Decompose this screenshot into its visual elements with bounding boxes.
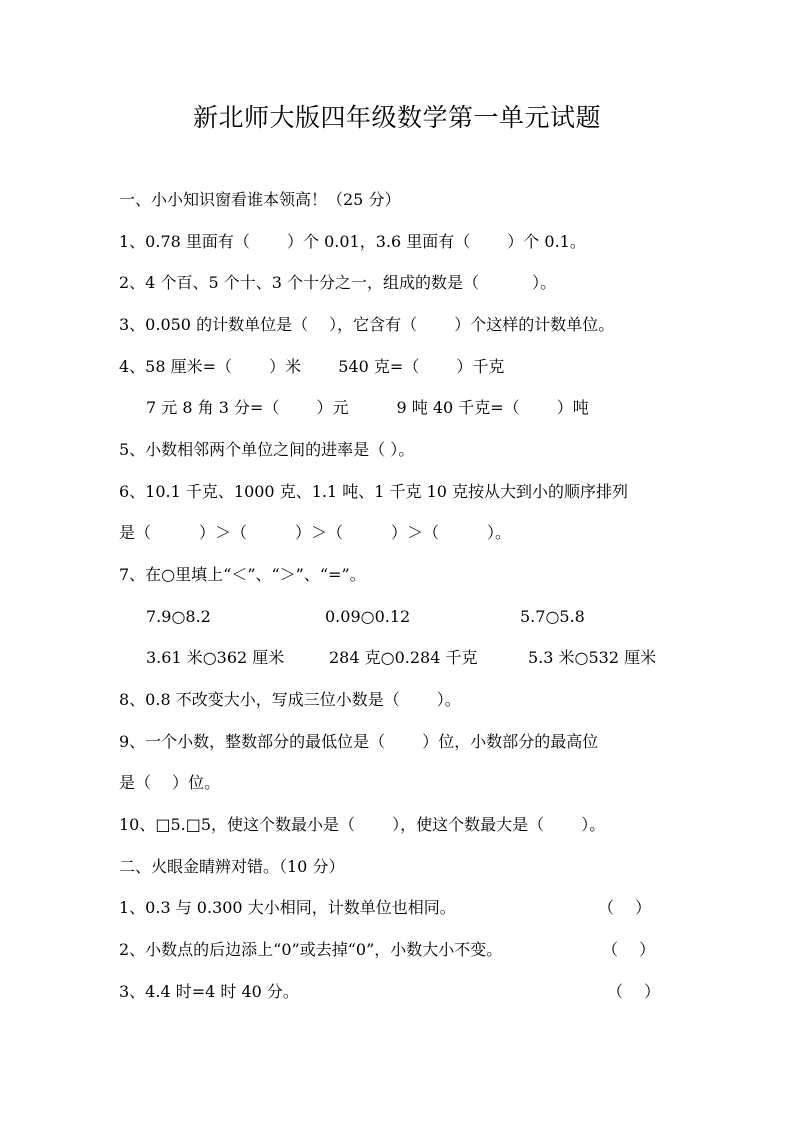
page-title: 新北师大版四年级数学第一单元试题	[192, 103, 601, 132]
question-1-10: 10、□5.□5，使这个数最小是（ ），使这个数最大是（ ）。	[119, 815, 606, 834]
question-2-1-mark: （ ）	[598, 898, 652, 917]
question-2-3-mark: （ ）	[607, 982, 661, 1001]
q7-row2-item3: 5.3 米○532 厘米	[528, 648, 657, 667]
question-1-6b: 是（ ）＞（ ）＞（ ）＞（ ）。	[119, 523, 512, 542]
question-1-7: 7、在○里填上“＜”、“＞”、“=”。	[119, 565, 366, 584]
question-1-3: 3、0.050 的计数单位是（ ），它含有（ ）个这样的计数单位。	[119, 315, 615, 334]
question-1-1: 1、0.78 里面有（ ）个 0.01，3.6 里面有（ ）个 0.1。	[119, 232, 586, 251]
q7-row2-item1: 3.61 米○362 厘米	[146, 648, 285, 667]
q7-row2-item2: 284 克○0.284 千克	[329, 648, 478, 667]
question-2-1: 1、0.3 与 0.300 大小相同，计数单位也相同。	[119, 898, 456, 917]
section-1-heading: 一、小小知识窗看谁本领高！（25 分）	[119, 190, 401, 209]
question-1-6a: 6、10.1 千克、1000 克、1.1 吨、1 千克 10 克按从大到小的顺序排列	[119, 482, 629, 501]
question-2-2: 2、小数点的后边添上“0”或去掉“0”，小数大小不变。	[119, 940, 503, 959]
question-1-4b: 7 元 8 角 3 分=（ ）元 9 吨 40 千克=（ ）吨	[146, 398, 589, 417]
q7-row1-item3: 5.7○5.8	[520, 607, 585, 626]
question-2-2-mark: （ ）	[602, 940, 656, 959]
q7-row1-item2: 0.09○0.12	[325, 607, 411, 626]
question-1-5: 5、小数相邻两个单位之间的进率是（ ）。	[119, 440, 415, 459]
question-1-9a: 9、一个小数，整数部分的最低位是（ ）位，小数部分的最高位	[119, 732, 599, 751]
section-2-heading: 二、火眼金睛辨对错。（10 分）	[119, 857, 345, 876]
q7-row1-item1: 7.9○8.2	[146, 607, 211, 626]
question-2-3: 3、4.4 时=4 时 40 分。	[119, 982, 299, 1001]
question-1-4a: 4、58 厘米=（ ）米 540 克=（ ）千克	[119, 357, 505, 376]
question-1-9b: 是（ ）位。	[119, 773, 221, 792]
question-1-8: 8、0.8 不改变大小，写成三位小数是（ ）。	[119, 690, 461, 709]
question-1-2: 2、4 个百、5 个十、3 个十分之一，组成的数是（ ）。	[119, 273, 557, 292]
